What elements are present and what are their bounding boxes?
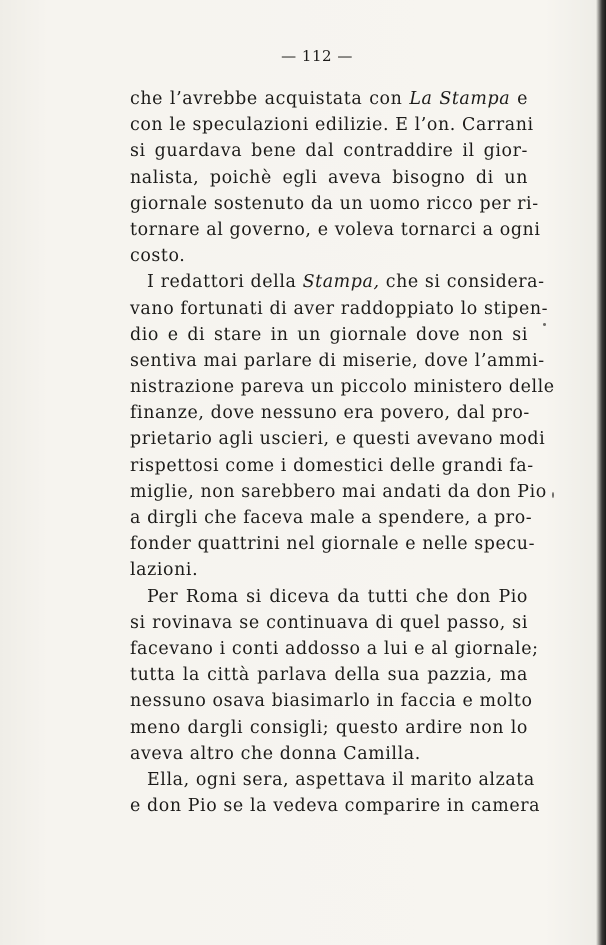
page-number: — 112 —: [281, 47, 353, 65]
text-line: [130, 662, 528, 688]
text-line: [130, 269, 545, 295]
text-line: [130, 322, 528, 348]
text-segment: sentiva mai parlare di miserie, dove l’ammi-: [130, 350, 545, 371]
text-line: [130, 610, 528, 636]
text-segment: costo.: [130, 246, 186, 267]
text-segment: tornare al governo, e voleva tornarci a ogni: [130, 219, 541, 240]
text-segment: si rovinava se continuava di quel passo, si: [130, 612, 528, 633]
text-segment: tutta la città parlava della sua pazzia, ma: [130, 665, 528, 686]
text-segment: con le speculazioni edilizie. E l’on. Carrani: [130, 115, 534, 136]
text-line: [130, 584, 528, 610]
text-segment: meno dargli consigli; questo ardire non lo: [130, 717, 528, 738]
text-segment: aveva altro che donna Camilla.: [130, 743, 421, 764]
text-line: [130, 715, 528, 741]
text-segment: facevano i conti addosso a lui e al giornale;: [130, 638, 539, 659]
text-segment: che l’avrebbe acquistata con: [130, 89, 410, 109]
text-line: [130, 138, 528, 164]
text-line: [130, 426, 546, 452]
ink-speck: [552, 492, 554, 498]
italic-title: Stampa,: [302, 272, 380, 293]
text-segment: finanze, dove nessuno era povero, dal pro-: [130, 403, 530, 424]
text-line: [130, 217, 541, 243]
text-segment: prietario agli uscieri, e questi avevano modi: [130, 429, 546, 450]
text-line: [130, 453, 534, 479]
text-segment: Per Roma si diceva da tutti che don Pio: [147, 586, 528, 607]
text-line: [130, 165, 528, 191]
text-segment: nalista, poichè egli aveva bisogno di un: [130, 167, 528, 188]
text-segment: Ella, ogni sera, aspettava il marito alzata: [147, 769, 535, 790]
italic-title: La Stampa: [409, 89, 511, 109]
text-line: [130, 688, 533, 714]
text-segment: nessuno osava biasimarlo in faccia e molto: [130, 691, 533, 712]
text-line: [130, 112, 534, 138]
text-line: [130, 243, 528, 269]
text-line: [130, 191, 539, 217]
text-line: [130, 479, 547, 505]
text-segment: dio e di stare in un giornale dove non si: [130, 324, 528, 345]
text-line: [130, 505, 533, 531]
text-segment: e don Pio se la vedeva comparire in camera: [130, 796, 541, 817]
paragraph: [130, 767, 541, 819]
text-line: [130, 741, 528, 767]
text-line: [130, 348, 545, 374]
text-segment: vano fortunati di aver raddoppiato lo stipen-: [130, 298, 549, 319]
paragraph: [130, 86, 541, 269]
text-segment: miglie, non sarebbero mai andati da don Pio: [130, 481, 547, 502]
paragraph: [130, 584, 539, 767]
text-segment: I redattori della: [147, 272, 303, 293]
text-line: [130, 636, 539, 662]
page-edge-shadow: [596, 0, 606, 945]
ink-speck: [543, 323, 546, 326]
text-segment: e: [510, 89, 528, 109]
text-segment: si guardava bene dal contraddire il gior-: [130, 141, 528, 162]
text-line: [130, 296, 549, 322]
text-line: [130, 400, 528, 426]
text-line: [130, 557, 528, 583]
text-segment: a dirgli che faceva male a spendere, a pro-: [130, 508, 533, 528]
text-line: [130, 767, 535, 793]
text-segment: lazioni.: [130, 560, 199, 581]
text-line: [130, 86, 528, 112]
text-line: [130, 793, 541, 819]
text-line: [130, 531, 536, 557]
text-line: [130, 374, 555, 400]
text-segment: nistrazione pareva un piccolo ministero delle: [130, 377, 555, 398]
body-text: [130, 86, 555, 819]
text-segment: fonder quattrini nel giornale e nelle specu-: [130, 534, 536, 555]
text-segment: rispettosi come i domestici delle grandi fa-: [130, 455, 534, 476]
paragraph: [130, 269, 555, 583]
text-segment: che si considera-: [379, 272, 545, 293]
text-segment: giornale sostenuto da un uomo ricco per ri-: [130, 193, 539, 214]
